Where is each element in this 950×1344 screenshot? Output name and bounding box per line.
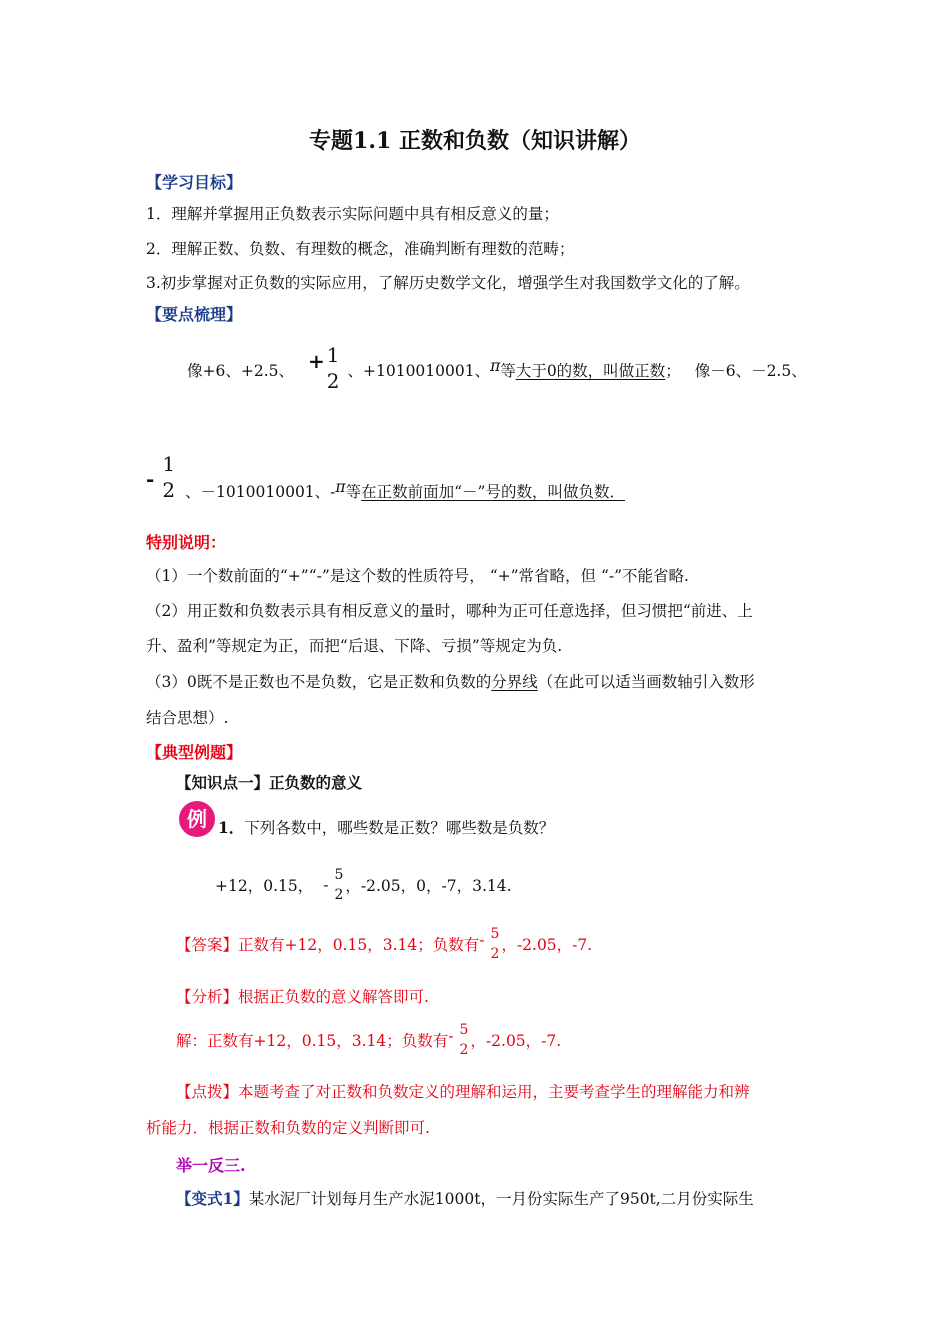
positive-number-line [187,330,807,410]
dividing-line-term: 分界线 [491,673,538,691]
knowledge-point-heading: 【知识点一】正负数的意义 [176,773,363,792]
solution-line [176,1014,561,1066]
goal-item-2: 2．理解正数、负数、有理数的概念，准确判断有理数的范畴； [146,240,575,258]
answer-prefix: 【答案】正数有+12，0.15，3.14；负数有 [176,936,480,954]
note-3a-post: （在此可以适当画数轴引入数形 [537,673,755,691]
numbers-prefix: +12，0.15， [215,877,314,895]
question-text: 下列各数中，哪些数是正数？哪些数是负数？ [244,819,555,837]
frac-numerator: 5 [459,1022,469,1038]
frac-denominator: 2 [326,369,340,393]
numbers-suffix: ，-2.05，0，-7，3.14. [345,877,512,895]
example-question [218,816,554,838]
frac-numerator: 1 [162,452,176,476]
variant-text: 某水泥厂计划每月生产水泥1000t，一月份实际生产了950t,二月份实际生 [248,1190,754,1208]
answer-neg-sign: - [479,931,485,949]
neg-deng: 等 [345,483,362,501]
notes-heading: 特别说明： [146,533,227,552]
negative-definition: 在正数前面加“－”号的数，叫做负数． [361,483,625,501]
solution-fraction [458,1023,471,1057]
question-number: 1． [218,818,245,837]
frac-denominator: 2 [162,478,176,502]
neg-frac-sign: - [146,467,155,491]
pi-symbol: π [335,478,346,496]
example-badge-icon: 例 [179,801,215,837]
neg-sign: - [323,876,329,894]
note-2b: 升、盈利”等规定为正，而把“后退、下降、亏损”等规定为负. [146,637,563,655]
frac-denominator: 2 [490,946,500,962]
pi-symbol: π [490,357,501,375]
goal-item-1: 1．理解并掌握用正负数表示实际问题中具有相反意义的量； [146,205,559,223]
keypoints-heading: 【要点梳理】 [146,305,243,324]
five-halves-fraction [332,868,345,902]
note-3a [146,670,755,692]
pos-middle: 、+1010010001、 [347,362,491,380]
frac-numerator: 5 [490,926,500,942]
frac-numerator: 1 [326,343,340,367]
pos-frac-sign: + [308,349,325,373]
note-1: （1）一个数前面的“+”“-”是这个数的性质符号， “+”常省略，但 “-”不能省略. [146,567,689,585]
note-2a: （2）用正数和负数表示具有相反意义的量时，哪种为正可任意选择，但习惯把“前进、上 [146,602,753,620]
variant-1 [176,1187,754,1209]
variant-label: 【变式1】 [176,1189,249,1208]
note-3a-pre: （3）0既不是正数也不是负数，它是正数和负数的 [146,673,492,691]
juyi-fansan-heading: 举一反三. [176,1156,246,1175]
page-title: 专题1.1 正数和负数（知识讲解） [309,128,641,154]
neg-one-half-fraction [160,454,177,500]
answer-fraction [489,927,502,961]
pos-prefix: 像+6、+2.5、 [187,362,294,380]
neg-start: 像－6、－2.5、 [694,362,807,380]
number-list [215,860,512,910]
frac-denominator: 2 [334,887,344,903]
negative-number-line [146,440,625,520]
note-3b: 结合思想）. [146,709,229,727]
goals-heading: 【学习目标】 [146,173,243,192]
goal-item-3: 3.初步掌握对正负数的实际应用，了解历史数学文化，增强学生对我国数学文化的了解。 [146,274,750,292]
solution-suffix: ，-2.05，-7. [470,1032,562,1050]
frac-numerator: 5 [334,867,344,883]
solution-prefix: 解：正数有+12，0.15，3.14；负数有 [176,1032,449,1050]
answer-suffix: ，-2.05，-7. [501,936,593,954]
one-half-fraction [325,345,342,391]
tip-line-b: 析能力．根据正数和负数的定义判断即可. [146,1119,430,1137]
solution-neg-sign: - [448,1027,454,1045]
analysis-line: 【分析】根据正负数的意义解答即可. [176,988,429,1006]
frac-denominator: 2 [459,1042,469,1058]
neg-middle: 、－1010010001、- [185,483,336,501]
examples-heading: 【典型例题】 [146,743,243,762]
pos-semicolon: ； [665,362,681,380]
pos-deng: 等 [500,362,516,380]
tip-line-a: 【点拨】本题考查了对正数和负数定义的理解和运用，主要考查学生的理解能力和辨 [176,1083,750,1101]
answer-line [176,918,592,970]
positive-definition: 大于0的数，叫做正数 [515,362,666,380]
